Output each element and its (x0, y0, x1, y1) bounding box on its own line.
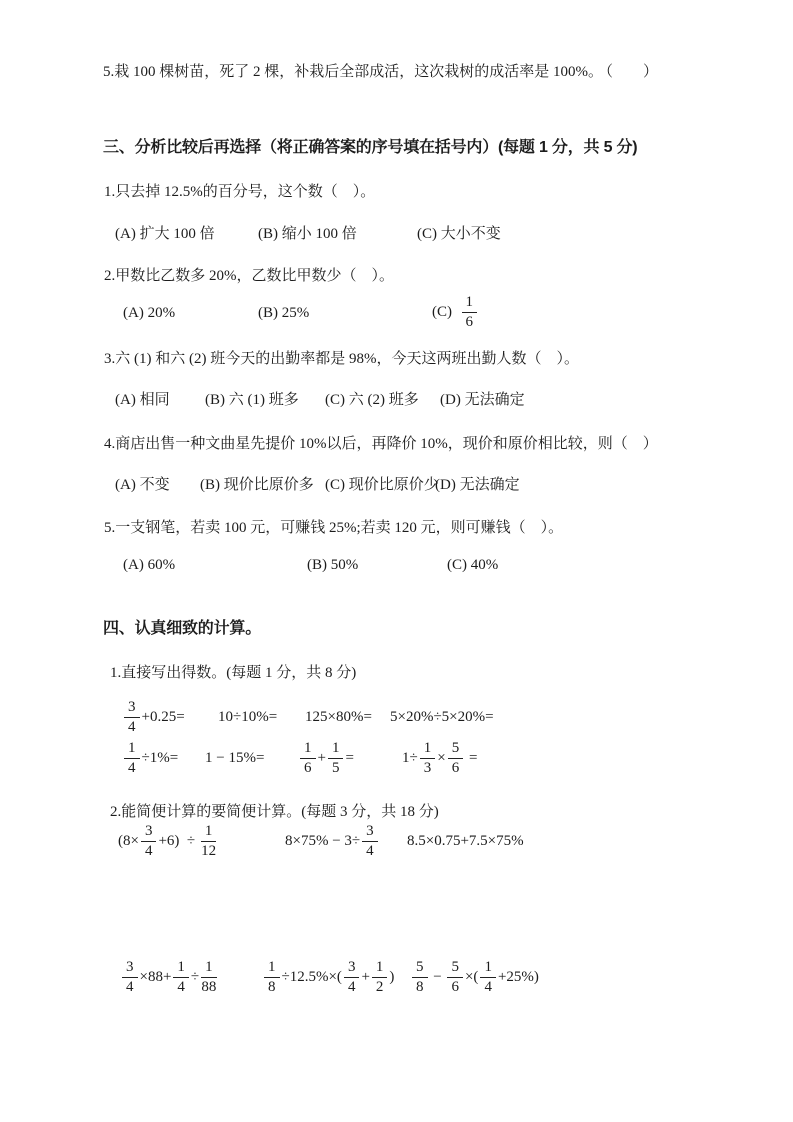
math-text: +25%) (497, 968, 539, 985)
calc-simplify-label: 2.能简便计算的要简便计算。(每题 3 分，共 18 分) (110, 804, 439, 820)
s3-q4-text: 4.商店出售一种文曲星先提价 10%以后，再降价 10%，现价和原价相比较，则（ ） (104, 436, 658, 452)
s3-q1-option-b: (B) 缩小 100 倍 (258, 226, 357, 242)
s3-q5-option-c: (C) 40% (447, 557, 499, 573)
s3-q3-text: 3.六 (1) 和六 (2) 班今天的出勤率都是 98%，今天这两班出勤人数（ ）。 (104, 351, 579, 367)
math-text: = (465, 749, 478, 766)
s3-q5-option-a: (A) 60% (123, 557, 176, 573)
fraction: $\frac{1}{3}$ (420, 740, 436, 776)
calc-direct-r2-item1 (122, 735, 178, 781)
math-text: (C) (432, 303, 460, 320)
math-text: = (345, 749, 354, 766)
math-text: ÷1%= (141, 749, 179, 766)
math-text: 1÷ (402, 749, 418, 766)
math-text: + (317, 749, 326, 766)
s3-q4-option-d: (D) 无法确定 (435, 477, 520, 493)
math-text: + (361, 968, 370, 985)
calc-direct-r1-item2 (218, 694, 277, 740)
math-text: 5×20%÷5×20%= (390, 708, 494, 725)
math-text: × (437, 749, 446, 766)
fraction: $\frac{1}{6}$ (462, 294, 478, 330)
math-text: (8× (118, 832, 139, 849)
section3-heading: 三、分析比较后再选择（将正确答案的序号填在括号内）(每题 1 分，共 5 分) (103, 139, 638, 156)
s3-q5-option-b: (B) 50% (307, 557, 359, 573)
math-text: ×( (464, 968, 479, 985)
math-text: 8×75% − 3÷ (285, 832, 361, 849)
s3-q4-option-c: (C) 现价比原价少 (325, 477, 439, 493)
calc-direct-r1-item3 (305, 694, 372, 740)
s3-q3-option-a: (A) 相同 (115, 392, 170, 408)
fraction: $\frac{5}{6}$ (448, 740, 464, 776)
math-text: 10÷10%= (218, 708, 278, 725)
fraction: $\frac{5}{6}$ (447, 959, 463, 995)
calc-direct-label: 1.直接写出得数。(每题 1 分，共 8 分) (110, 665, 357, 681)
fraction: $\frac{3}{4}$ (141, 823, 157, 859)
s3-q4-option-b: (B) 现价比原价多 (200, 477, 314, 493)
math-text: ÷12.5%×( (281, 968, 342, 985)
math-text: ) (389, 968, 395, 985)
fraction: $\frac{1}{6}$ (300, 740, 316, 776)
s3-q1-option-a: (A) 扩大 100 倍 (115, 226, 215, 242)
math-text: − (429, 968, 446, 985)
fraction: $\frac{1}{88}$ (201, 959, 217, 995)
math-text: 8.5×0.75+7.5×75% (407, 832, 524, 849)
calc-direct-r1-item1 (122, 694, 185, 740)
calc-direct-r1-item4 (390, 694, 494, 740)
fraction: $\frac{1}{2}$ (372, 959, 388, 995)
judge-question-5-text: 5.栽 100 棵树苗，死了 2 棵，补栽后全部成活，这次栽树的成活率是 100%。 (103, 64, 603, 80)
calc-simplify-r2-item2 (262, 953, 394, 1001)
calc-simplify-r1-item1 (118, 818, 218, 864)
fraction: $\frac{1}{4}$ (124, 740, 140, 776)
section4-heading: 四、认真细致的计算。 (103, 620, 262, 637)
judge-question-5-answer-blank: （ ） (598, 64, 659, 80)
math-text: ÷ (190, 968, 200, 985)
s3-q2-option-c (432, 291, 479, 333)
calc-simplify-r1-item3 (407, 818, 524, 864)
math-text: ×88+ (139, 968, 172, 985)
math-text: 1 − 15%= (205, 749, 265, 766)
calc-simplify-r2-item1 (120, 953, 219, 1001)
fraction: $\frac{1}{5}$ (328, 740, 344, 776)
fraction: $\frac{1}{4}$ (173, 959, 189, 995)
s3-q1-option-c: (C) 大小不变 (417, 226, 501, 242)
math-text: +6) ÷ (158, 832, 199, 849)
s3-q3-option-b: (B) 六 (1) 班多 (205, 392, 299, 408)
calc-simplify-r1-item2 (285, 818, 380, 864)
s3-q2-option-a: (A) 20% (123, 305, 176, 321)
fraction: $\frac{5}{8}$ (412, 959, 428, 995)
calc-direct-r2-item2 (205, 735, 264, 781)
s3-q1-text: 1.只去掉 12.5%的百分号，这个数（ ）。 (104, 184, 376, 200)
calc-direct-r2-item4 (402, 735, 477, 781)
s3-q2-option-b: (B) 25% (258, 305, 310, 321)
s3-q2-text: 2.甲数比乙数多 20%，乙数比甲数少（ ）。 (104, 268, 394, 284)
fraction: $\frac{1}{4}$ (480, 959, 496, 995)
calc-direct-r2-item3 (298, 735, 354, 781)
math-text: 125×80%= (305, 708, 372, 725)
s3-q5-text: 5.一支钢笔，若卖 100 元，可赚钱 25%;若卖 120 元，则可赚钱（ ）。 (104, 520, 564, 536)
fraction: $\frac{3}{4}$ (124, 699, 140, 735)
s3-q4-option-a: (A) 不变 (115, 477, 170, 493)
fraction: $\frac{3}{4}$ (344, 959, 360, 995)
math-text: +0.25= (141, 708, 185, 725)
s3-q3-option-c: (C) 六 (2) 班多 (325, 392, 419, 408)
fraction: $\frac{1}{8}$ (264, 959, 280, 995)
calc-simplify-r2-item3 (410, 953, 539, 1001)
fraction: $\frac{3}{4}$ (122, 959, 138, 995)
fraction: $\frac{3}{4}$ (362, 823, 378, 859)
fraction: $\frac{1}{12}$ (201, 823, 217, 859)
s3-q3-option-d: (D) 无法确定 (440, 392, 525, 408)
